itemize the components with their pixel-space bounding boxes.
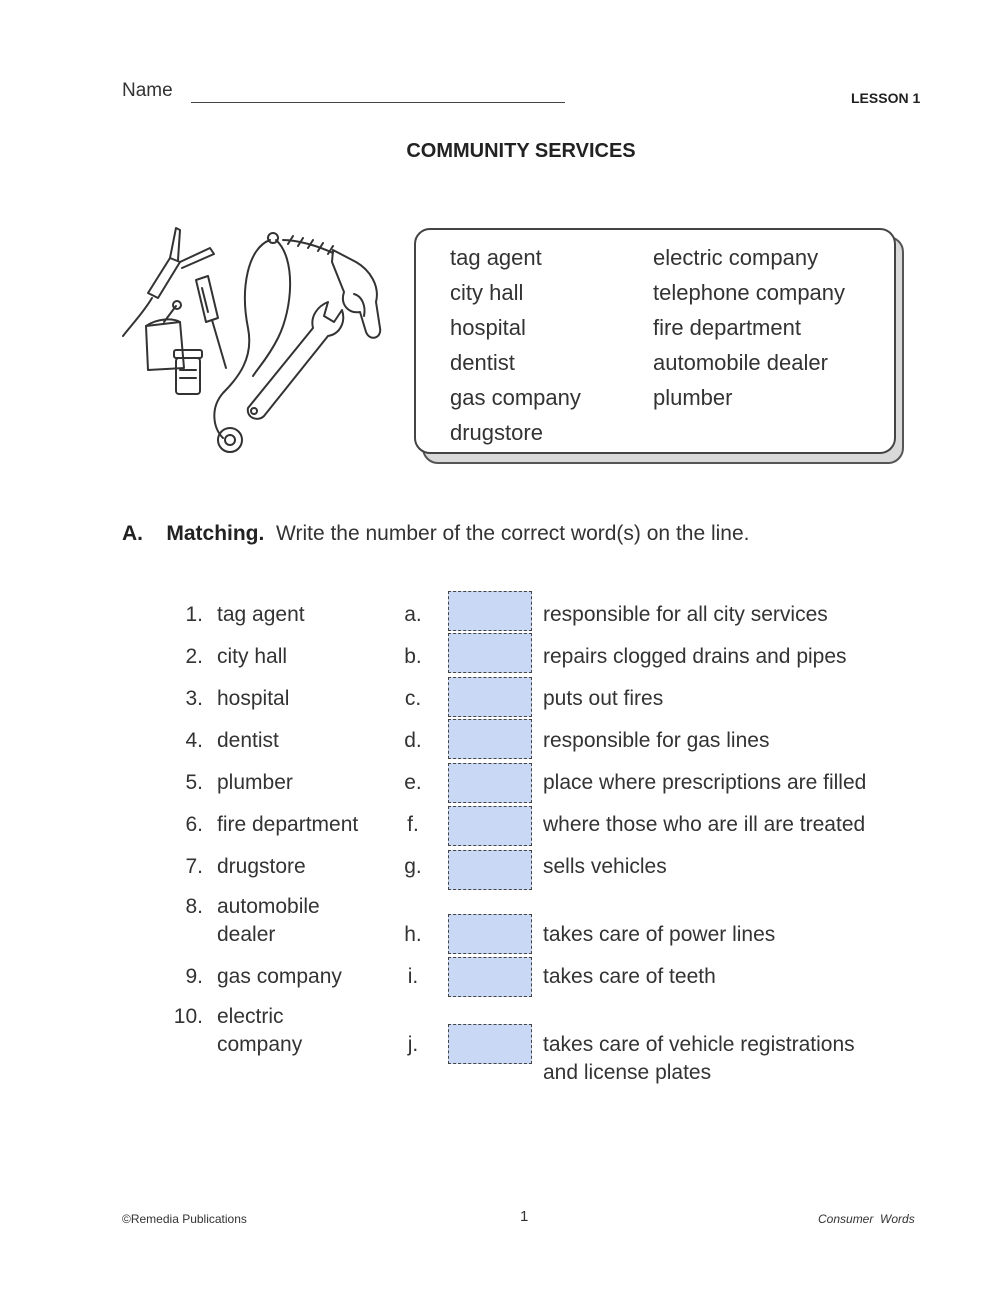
section-heading: Matching. [166, 522, 265, 545]
item-letter: j. [407, 1033, 419, 1056]
item-word: gas company [217, 965, 342, 988]
item-definition: responsible for gas lines [543, 729, 770, 752]
item-word: fire department [217, 813, 359, 836]
mortar-icon [146, 301, 184, 370]
item-letter: i. [407, 965, 419, 988]
page-number: 1 [520, 1208, 529, 1225]
tools-illustration [118, 218, 408, 458]
item-number: 4. [185, 729, 203, 752]
name-line[interactable] [191, 102, 565, 103]
word-bank-column-left [450, 240, 581, 450]
answer-box[interactable] [448, 850, 532, 890]
instructions-text: Write the number of the correct word(s) on the line. [276, 522, 750, 545]
word-bank-item: automobile dealer [653, 350, 828, 375]
answer-box[interactable] [448, 806, 532, 846]
item-number: 5. [185, 771, 203, 794]
word-bank-item: gas company [450, 385, 581, 410]
item-word: electric [217, 1005, 284, 1028]
answer-box[interactable] [448, 957, 532, 997]
item-letter: g. [404, 855, 422, 878]
item-word: hospital [217, 687, 290, 710]
word-bank-item: telephone company [653, 280, 846, 305]
screwdriver-icon [196, 276, 226, 368]
item-definition: place where prescriptions are filled [543, 771, 867, 794]
item-number: 2. [185, 645, 203, 668]
item-number: 6. [185, 813, 203, 836]
word-bank [414, 228, 896, 454]
item-word: tag agent [217, 603, 305, 626]
item-letter: f. [407, 813, 419, 836]
item-number: 3. [185, 687, 203, 710]
item-letter: b. [404, 645, 422, 668]
item-letter: h. [404, 923, 422, 946]
section-label: A. [122, 522, 143, 545]
item-definition: responsible for all city services [543, 603, 828, 626]
item-word: automobile [217, 895, 320, 918]
pill-bottle-icon [174, 350, 202, 394]
item-definition: takes care of teeth [543, 965, 716, 988]
word-bank-column-right [653, 240, 845, 415]
item-definition: takes care of power lines [543, 923, 776, 946]
lesson-label: LESSON 1 [851, 90, 921, 106]
item-number: 10. [173, 1005, 203, 1028]
answer-box[interactable] [448, 591, 532, 631]
item-definition: sells vehicles [543, 855, 667, 878]
answer-box[interactable] [448, 719, 532, 759]
word-bank-item: tag agent [450, 245, 542, 270]
item-word: dealer [217, 923, 276, 946]
item-definition: and license plates [543, 1061, 712, 1084]
item-letter: a. [404, 603, 422, 626]
item-definition: puts out fires [543, 687, 664, 710]
item-word: drugstore [217, 855, 306, 878]
wrench-icon [248, 302, 343, 419]
item-number: 1. [185, 603, 203, 626]
item-word: city hall [217, 645, 288, 668]
item-definition: repairs clogged drains and pipes [543, 645, 847, 668]
word-bank-item: hospital [450, 315, 526, 340]
item-number: 8. [185, 895, 203, 918]
answer-box[interactable] [448, 1024, 532, 1064]
item-word: dentist [217, 729, 279, 752]
copyright: ©Remedia Publications [122, 1212, 247, 1226]
item-number: 7. [185, 855, 203, 878]
word-bank-item: dentist [450, 350, 515, 375]
stethoscope-icon [214, 233, 290, 452]
word-bank-item: city hall [450, 280, 524, 305]
word-bank-item: electric company [653, 245, 819, 270]
answer-box[interactable] [448, 914, 532, 954]
item-definition: where those who are ill are treated [543, 813, 866, 836]
item-word: company [217, 1033, 303, 1056]
answer-box[interactable] [448, 763, 532, 803]
item-letter: c. [404, 687, 422, 710]
item-number: 9. [185, 965, 203, 988]
word-bank-item: fire department [653, 315, 801, 340]
word-bank-item: drugstore [450, 420, 543, 445]
instructions [122, 522, 750, 546]
answer-box[interactable] [448, 677, 532, 717]
word-bank-item: plumber [653, 385, 733, 410]
item-letter: d. [404, 729, 422, 752]
gas-nozzle-icon [283, 236, 380, 338]
name-label: Name [122, 80, 173, 101]
item-word: plumber [217, 771, 293, 794]
answer-box[interactable] [448, 633, 532, 673]
book-title: Consumer Words [818, 1212, 915, 1226]
page-title: COMMUNITY SERVICES [406, 140, 636, 162]
item-definition: takes care of vehicle registrations [543, 1033, 855, 1056]
item-letter: e. [404, 771, 422, 794]
